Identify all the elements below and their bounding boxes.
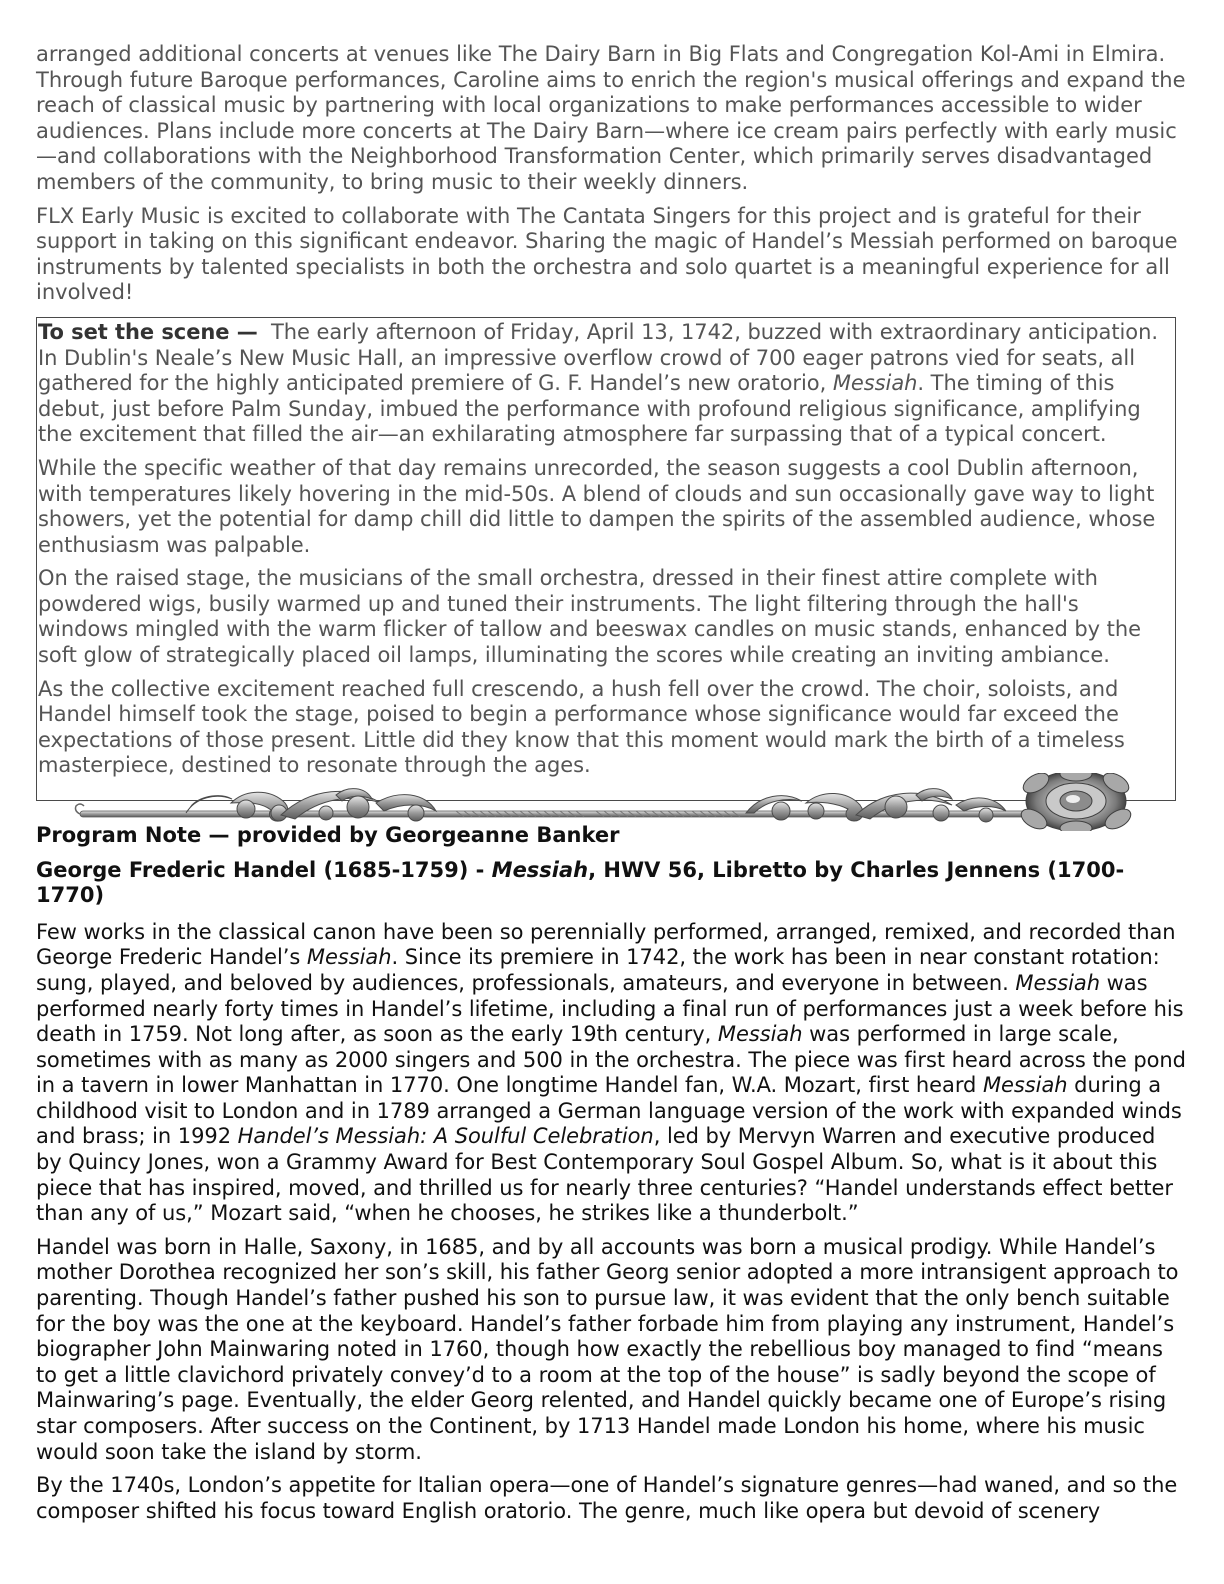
p1-text-e: during a childhood visit to London and in 1789 arranged a German language version of the work with expanded winds and brass; in 1992 — [36, 1073, 1182, 1149]
intro-paragraph-1: arranged additional concerts at venues like The Dairy Barn in Big Flats and Congregation Kol-Ami in Elmira. Through future Baroque performances, Caroline aims to enrich the region's musical offerings and expand the reach of classical music by partnering with local organizations to make performances accessible to wider audiences. Plans include more concerts at The Dairy Barn—where ice cream pairs perfectly with early music—and collaborations with the Neighborhood Transformation Center, which primarily serves disadvantaged members of the community, to bring music to their weekly dinners. — [36, 42, 1186, 194]
scene-paragraph-3: On the raised stage, the musicians of the small orchestra, dressed in their finest attire complete with powdered wigs, busily warmed up and tuned their instruments. The light filtering through the hall's windows mingled with the warm flicker of tallow and beeswax candles on music stands, enhanced by the soft glow of strategically placed oil lamps, illuminating the scores while creating an inviting ambiance. — [38, 566, 1141, 668]
program-note-body — [36, 920, 1186, 1525]
page — [36, 42, 1186, 1524]
scroll-ornament-icon — [36, 773, 1186, 831]
program-note-paragraph-1 — [36, 920, 1186, 1227]
intro-paragraph-2: FLX Early Music is excited to collaborate with The Cantata Singers for this project and is grateful for their support in taking on this significant endeavor. Sharing the magic of Handel’s Messiah performed on baroque instruments by talented specialists in both the orchestra and solo quartet is a meaningful experience for all involved! — [36, 203, 1178, 305]
scene-p1-text-a: The early afternoon of Friday, April 13, 1742, buzzed with extraordinary anticipation. In Dublin's Neale’s New Music Hall, an impressive overflow crowd of 700 eager patrons vied for seats, all gathered for the highly anticipated premiere of G. F. Handel’s new oratorio, — [38, 319, 1158, 396]
p1-italic-2: Messiah — [1015, 970, 1100, 995]
p1-italic-4: Messiah — [982, 1073, 1068, 1098]
p1-text-d: was performed in large scale, sometimes with as many as 2000 singers and 500 in the orchestra. The piece was first heard across the pond in a tavern in lower Manhattan in 1770. One longtime Handel fan, W.A. Mozart, first heard — [36, 1022, 1186, 1098]
p1-text-b: . Since its premiere in 1742, the work has been in near constant rotation: sung, played, and beloved by audiences, professionals, amateurs, and everyone in between. — [36, 945, 1160, 995]
scene-lead: To set the scene — — [38, 319, 258, 344]
p1-text-c: was performed nearly forty times in Handel’s lifetime, including a final run of performances just a week before his death in 1759. Not long after, as soon as the early 19th century, — [36, 970, 1184, 1047]
scene-box — [36, 317, 1176, 801]
work-title-a: George Frederic Handel (1685-1759) - — [36, 857, 492, 882]
intro-section — [36, 42, 1186, 306]
program-note-paragraph-2: Handel was born in Halle, Saxony, in 1685, and by all accounts was born a musical prodigy. While Handel’s mother Dorothea recognized her son’s skill, his father Georg senior adopted a more intransigent approach to parenting. Though Handel’s father pushed his son to pursue law, it was evident that the only bench suitable for the boy was the one at the keyboard. Handel’s father forbade him from playing any instrument, Handel’s biographer John Mainwaring noted in 1760, though how exactly the rebellious boy managed to find “means to get a little clavichord privately convey’d to a room at the top of the house” is sadly beyond the scope of Mainwaring’s page. Eventually, the elder Georg relented, and Handel quickly became one of Europe’s rising star composers. After success on the Continent, by 1713 Handel made London his home, where his music would soon take the island by storm. — [36, 1234, 1179, 1464]
scene-p1-title: Messiah — [832, 371, 918, 396]
program-note-paragraph-3: By the 1740s, London’s appetite for Italian opera—one of Handel’s signature genres—had waned, and so the composer shifted his focus toward English oratorio. The genre, much like opera but devoid of scenery — [36, 1473, 1178, 1523]
p1-text-a: Few works in the classical canon have been so perennially performed, arranged, remixed, and recorded than George Frederic Handel’s — [36, 919, 1176, 970]
scene-paragraph-4: As the collective excitement reached full crescendo, a hush fell over the crowd. The choir, soloists, and Handel himself took the stage, poised to begin a performance whose significance would far exceed the expectations of those present. Little did they know that this moment would mark the birth of a timeless masterpiece, destined to resonate through the ages. — [38, 676, 1125, 778]
p1-italic-5: Handel’s Messiah: A Soulful Celebration — [237, 1124, 654, 1149]
work-title-italic: Messiah — [491, 857, 589, 882]
p1-text-f: , led by Mervyn Warren and executive produced by Quincy Jones, won a Grammy Award for Best Contemporary Soul Gospel Album. So, what is it about this piece that has inspired, moved, and thrilled us for nearly three centuries? “Handel understands effect better than any of us,” Mozart said, “when he chooses, he strikes like a thunderbolt.” — [36, 1124, 1174, 1226]
decorative-scroll-divider — [36, 773, 1186, 831]
work-title-heading — [36, 858, 1186, 909]
scene-paragraph-2: While the specific weather of that day remains unrecorded, the season suggests a cool Dublin afternoon, with temperatures likely hovering in the mid-50s. A blend of clouds and sun occasionally gave way to light showers, yet the potential for damp chill did little to dampen the spirits of the assembled audience, whose enthusiasm was palpable. — [38, 455, 1156, 557]
p1-italic-3: Messiah — [717, 1022, 803, 1047]
scene-p1-text-b: . The timing of this debut, just before Palm Sunday, imbued the performance with profound religious significance, amplifying the excitement that filled the air—an exhilarating atmosphere far surpassing that of a typical concert. — [38, 371, 1141, 447]
program-note-heading: Program Note — provided by Georgeanne Banker — [36, 822, 620, 847]
p1-italic-1: Messiah — [306, 945, 392, 970]
work-title-b: , HWV 56, Libretto by Charles Jennens (1700-1770) — [36, 857, 1125, 908]
scene-paragraph-1 — [38, 320, 1175, 448]
